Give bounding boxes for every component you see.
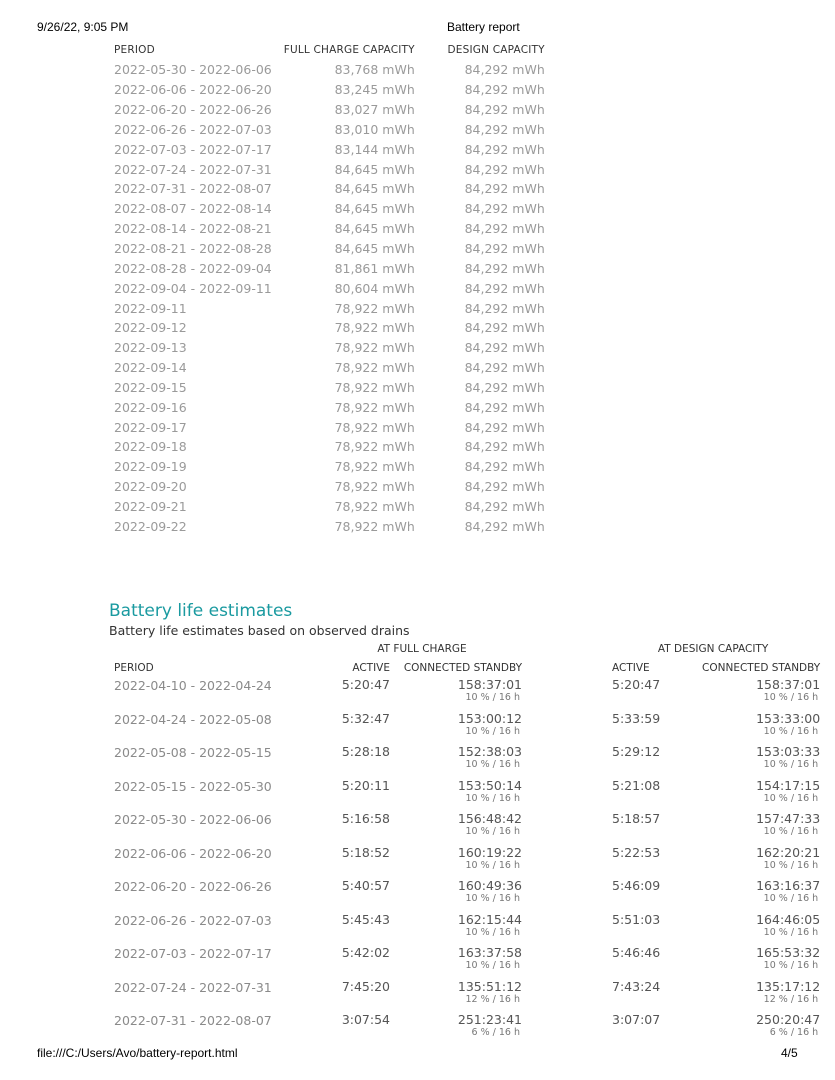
dc-standby-cell [666, 878, 826, 912]
fc-standby-value: 160:19:22 [457, 844, 522, 860]
dc-active-cell: 5:46:09 [612, 878, 661, 893]
dc-active-cell: 5:29:12 [612, 744, 661, 759]
dc-drain-rate: 10 % / 16 h [763, 926, 819, 938]
period-cell: 2022-06-06 - 2022-06-20 [114, 845, 272, 861]
full-charge-cell: 83,010 mWh [334, 121, 415, 137]
table-row [108, 60, 553, 80]
design-cell: 84,292 mWh [464, 241, 545, 257]
fc-drain-rate: 10 % / 16 h [465, 792, 520, 804]
dc-active-cell: 3:07:07 [612, 1012, 661, 1027]
full-charge-cell: 78,922 mWh [334, 498, 415, 514]
full-charge-cell: 78,922 mWh [334, 360, 415, 376]
fc-drain-rate: 10 % / 16 h [465, 826, 520, 837]
fc-drain-rate: 6 % / 16 h [471, 1027, 520, 1038]
fc-drain-rate: 10 % / 16 h [465, 725, 520, 737]
table-row [108, 778, 826, 812]
fc-drain-rate: 10 % / 16 h [465, 960, 520, 971]
fc-active-cell: 5:40:57 [341, 878, 390, 893]
dc-standby-value: 162:20:21 [756, 844, 821, 860]
table-row [108, 199, 553, 219]
print-datetime: 9/26/22, 9:05 PM [37, 20, 129, 34]
dc-drain-rate: 10 % / 16 h [763, 759, 819, 770]
table-row [108, 477, 553, 497]
table-row [108, 159, 553, 179]
period-cell: 2022-09-14 [114, 360, 187, 376]
fc-standby-cell [396, 677, 528, 711]
table-row [108, 811, 826, 845]
fc-active-cell: 5:32:47 [341, 710, 390, 726]
full-charge-cell: 81,861 mWh [334, 260, 415, 276]
section-title: Battery life estimates [109, 601, 293, 621]
period-cell: 2022-05-30 - 2022-06-06 [114, 812, 272, 827]
full-charge-cell: 78,922 mWh [334, 340, 415, 356]
dc-drain-rate: 10 % / 16 h [763, 692, 819, 703]
col-fc-active: ACTIVE [352, 661, 390, 674]
design-cell: 84,292 mWh [464, 399, 545, 415]
fc-active-cell: 5:45:43 [341, 911, 390, 927]
design-cell: 84,292 mWh [464, 62, 545, 78]
dc-standby-value: 135:17:12 [756, 978, 821, 994]
full-charge-cell: 83,027 mWh [334, 102, 415, 118]
fc-standby-cell [396, 979, 528, 1013]
period-cell: 2022-09-15 [114, 379, 187, 395]
full-charge-cell: 78,922 mWh [334, 300, 415, 316]
dc-standby-cell [666, 744, 826, 778]
fc-active-cell: 5:42:02 [341, 945, 390, 960]
full-charge-cell: 78,922 mWh [334, 320, 415, 336]
dc-standby-cell [666, 677, 826, 711]
design-cell: 84,292 mWh [464, 201, 545, 217]
design-cell: 84,292 mWh [464, 320, 545, 336]
period-cell: 2022-07-24 - 2022-07-31 [114, 979, 272, 995]
print-page-title: Battery report [447, 20, 520, 34]
fc-standby-cell [396, 711, 528, 745]
dc-active-cell: 5:20:47 [612, 677, 661, 692]
period-cell: 2022-09-17 [114, 419, 187, 435]
period-cell: 2022-08-07 - 2022-08-14 [114, 201, 272, 217]
fc-standby-value: 163:37:58 [457, 945, 522, 960]
table-row [108, 100, 553, 120]
design-cell: 84,292 mWh [464, 121, 545, 137]
full-charge-cell: 80,604 mWh [334, 280, 415, 296]
design-cell: 84,292 mWh [464, 141, 545, 157]
table-row [108, 497, 553, 517]
period-cell: 2022-09-22 [114, 518, 187, 534]
full-charge-cell: 78,922 mWh [334, 459, 415, 475]
design-cell: 84,292 mWh [464, 439, 545, 455]
design-cell: 84,292 mWh [464, 221, 545, 237]
table-row [108, 945, 826, 979]
dc-active-cell: 5:21:08 [612, 777, 661, 793]
period-cell: 2022-06-20 - 2022-06-26 [114, 102, 272, 118]
design-cell: 84,292 mWh [464, 459, 545, 475]
fc-active-cell: 5:20:47 [341, 677, 390, 692]
dc-standby-cell [666, 845, 826, 879]
col-period: PERIOD [114, 661, 154, 674]
fc-drain-rate: 10 % / 16 h [465, 759, 520, 770]
table-row [108, 744, 826, 778]
fc-standby-cell [396, 744, 528, 778]
design-cell: 84,292 mWh [464, 300, 545, 316]
fc-standby-cell [396, 945, 528, 979]
full-charge-cell: 78,922 mWh [334, 479, 415, 495]
dc-active-cell: 7:43:24 [612, 978, 661, 994]
table-row [108, 179, 553, 199]
full-charge-cell: 84,645 mWh [334, 161, 415, 177]
fc-standby-cell [396, 845, 528, 879]
period-cell: 2022-07-03 - 2022-07-17 [114, 946, 272, 961]
dc-drain-rate: 10 % / 16 h [763, 893, 819, 904]
period-cell: 2022-06-26 - 2022-07-03 [114, 121, 272, 137]
period-cell: 2022-07-31 - 2022-08-07 [114, 1013, 272, 1028]
group-header-row [108, 640, 826, 658]
fc-standby-value: 158:37:01 [457, 677, 522, 692]
table-row [108, 979, 826, 1013]
dc-standby-value: 165:53:32 [756, 945, 821, 960]
dc-standby-value: 163:16:37 [756, 878, 821, 893]
design-cell: 84,292 mWh [464, 379, 545, 395]
period-cell: 2022-05-08 - 2022-05-15 [114, 745, 272, 760]
fc-standby-value: 153:00:12 [457, 710, 522, 726]
fc-drain-rate: 10 % / 16 h [465, 926, 520, 938]
table-row [108, 1012, 826, 1046]
table-row [108, 258, 553, 278]
dc-standby-cell [666, 979, 826, 1013]
dc-standby-value: 153:33:00 [756, 710, 821, 726]
design-cell: 84,292 mWh [464, 82, 545, 98]
table-row [108, 338, 553, 358]
dc-drain-rate: 10 % / 16 h [763, 792, 819, 804]
full-charge-cell: 78,922 mWh [334, 399, 415, 415]
period-cell: 2022-06-06 - 2022-06-20 [114, 82, 272, 98]
fc-standby-cell [396, 912, 528, 946]
period-cell: 2022-04-10 - 2022-04-24 [114, 678, 272, 693]
design-cell: 84,292 mWh [464, 280, 545, 296]
col-period: PERIOD [114, 44, 155, 56]
period-cell: 2022-09-18 [114, 439, 187, 455]
dc-drain-rate: 10 % / 16 h [763, 859, 819, 871]
table-row [108, 711, 826, 745]
table-row [108, 397, 553, 417]
period-cell: 2022-09-12 [114, 320, 187, 336]
period-cell: 2022-06-20 - 2022-06-26 [114, 879, 272, 894]
full-charge-cell: 84,645 mWh [334, 181, 415, 197]
col-full-charge-capacity: FULL CHARGE CAPACITY [283, 44, 415, 56]
full-charge-cell: 78,922 mWh [334, 379, 415, 395]
fc-standby-cell [396, 778, 528, 812]
design-cell: 84,292 mWh [464, 479, 545, 495]
table-row [108, 378, 553, 398]
fc-standby-cell [396, 1012, 528, 1046]
period-cell: 2022-09-19 [114, 459, 187, 475]
design-cell: 84,292 mWh [464, 360, 545, 376]
full-charge-cell: 84,645 mWh [334, 201, 415, 217]
period-cell: 2022-09-16 [114, 399, 187, 415]
dc-standby-cell [666, 945, 826, 979]
table-row [108, 417, 553, 437]
table-row [108, 516, 553, 536]
fc-standby-value: 160:49:36 [457, 878, 522, 893]
table-row [108, 298, 553, 318]
fc-active-cell: 5:28:18 [341, 744, 390, 759]
design-cell: 84,292 mWh [464, 518, 545, 534]
full-charge-cell: 78,922 mWh [334, 419, 415, 435]
table-row [108, 219, 553, 239]
dc-active-cell: 5:33:59 [612, 710, 661, 726]
dc-standby-value: 157:47:33 [756, 811, 821, 826]
period-cell: 2022-08-14 - 2022-08-21 [114, 221, 272, 237]
fc-standby-value: 251:23:41 [457, 1012, 522, 1027]
col-fc-standby: CONNECTED STANDBY [403, 661, 522, 674]
dc-standby-cell [666, 711, 826, 745]
dc-standby-value: 158:37:01 [756, 677, 821, 692]
period-cell: 2022-09-11 [114, 300, 187, 316]
dc-drain-rate: 12 % / 16 h [763, 993, 819, 1005]
table-row [108, 912, 826, 946]
col-design-capacity: DESIGN CAPACITY [447, 44, 545, 56]
dc-standby-value: 250:20:47 [756, 1012, 821, 1027]
fc-active-cell: 5:16:58 [341, 811, 390, 826]
period-cell: 2022-09-04 - 2022-09-11 [114, 280, 272, 296]
dc-active-cell: 5:18:57 [612, 811, 661, 826]
fc-drain-rate: 10 % / 16 h [465, 859, 520, 871]
full-charge-cell: 78,922 mWh [334, 518, 415, 534]
period-cell: 2022-05-15 - 2022-05-30 [114, 778, 272, 794]
full-charge-cell: 83,144 mWh [334, 141, 415, 157]
design-cell: 84,292 mWh [464, 340, 545, 356]
full-charge-cell: 84,645 mWh [334, 221, 415, 237]
dc-drain-rate: 10 % / 16 h [763, 960, 819, 971]
period-cell: 2022-09-21 [114, 498, 187, 514]
dc-standby-cell [666, 811, 826, 845]
period-cell: 2022-06-26 - 2022-07-03 [114, 912, 272, 928]
table-row [108, 278, 553, 298]
table-row [108, 878, 826, 912]
period-cell: 2022-05-30 - 2022-06-06 [114, 62, 272, 78]
fc-drain-rate: 12 % / 16 h [465, 993, 520, 1005]
design-cell: 84,292 mWh [464, 419, 545, 435]
fc-standby-value: 162:15:44 [457, 911, 522, 927]
table-row [108, 677, 826, 711]
period-cell: 2022-09-13 [114, 340, 187, 356]
full-charge-cell: 83,768 mWh [334, 62, 415, 78]
table-row [108, 845, 826, 879]
fc-active-cell: 7:45:20 [341, 978, 390, 994]
dc-standby-value: 164:46:05 [756, 911, 821, 927]
dc-active-cell: 5:22:53 [612, 844, 661, 860]
group-design-capacity: AT DESIGN CAPACITY [657, 643, 769, 655]
design-cell: 84,292 mWh [464, 161, 545, 177]
dc-drain-rate: 6 % / 16 h [769, 1027, 819, 1038]
period-cell: 2022-08-21 - 2022-08-28 [114, 241, 272, 257]
full-charge-cell: 78,922 mWh [334, 439, 415, 455]
design-cell: 84,292 mWh [464, 102, 545, 118]
period-cell: 2022-08-28 - 2022-09-04 [114, 260, 272, 276]
section-subtitle: Battery life estimates based on observed drains [109, 623, 410, 638]
period-cell: 2022-07-24 - 2022-07-31 [114, 161, 272, 177]
dc-drain-rate: 10 % / 16 h [763, 826, 819, 837]
fc-standby-value: 135:51:12 [457, 978, 522, 994]
fc-active-cell: 5:20:11 [341, 777, 390, 793]
table-row [108, 80, 553, 100]
table-row [108, 457, 553, 477]
dc-drain-rate: 10 % / 16 h [763, 725, 819, 737]
fc-standby-value: 153:50:14 [457, 777, 522, 793]
design-cell: 84,292 mWh [464, 260, 545, 276]
group-full-charge: AT FULL CHARGE [377, 643, 467, 655]
fc-active-cell: 5:18:52 [341, 844, 390, 860]
dc-active-cell: 5:46:46 [612, 945, 661, 960]
fc-standby-cell [396, 811, 528, 845]
table-row [108, 139, 553, 159]
print-page-number: 4/5 [781, 1046, 798, 1060]
period-cell: 2022-09-20 [114, 479, 187, 495]
full-charge-cell: 83,245 mWh [334, 82, 415, 98]
table-row [108, 239, 553, 259]
capacity-header-row [108, 40, 553, 60]
period-cell: 2022-04-24 - 2022-05-08 [114, 711, 272, 727]
print-file-path: file:///C:/Users/Avo/battery-report.html [37, 1046, 238, 1060]
fc-drain-rate: 10 % / 16 h [465, 692, 520, 703]
fc-active-cell: 3:07:54 [341, 1012, 390, 1027]
full-charge-cell: 84,645 mWh [334, 241, 415, 257]
dc-standby-value: 154:17:15 [756, 777, 821, 793]
capacity-history-table [108, 40, 553, 536]
fc-standby-value: 152:38:03 [457, 744, 522, 759]
fc-standby-value: 156:48:42 [457, 811, 522, 826]
period-cell: 2022-07-31 - 2022-08-07 [114, 181, 272, 197]
table-row [108, 358, 553, 378]
dc-standby-cell [666, 912, 826, 946]
column-header-row [108, 658, 826, 677]
table-row [108, 437, 553, 457]
table-row [108, 120, 553, 140]
fc-drain-rate: 10 % / 16 h [465, 893, 520, 904]
dc-standby-cell [666, 1012, 826, 1046]
life-estimates-table [108, 640, 826, 1046]
design-cell: 84,292 mWh [464, 498, 545, 514]
dc-active-cell: 5:51:03 [612, 911, 661, 927]
col-dc-standby: CONNECTED STANDBY [702, 661, 821, 674]
design-cell: 84,292 mWh [464, 181, 545, 197]
table-row [108, 318, 553, 338]
dc-standby-value: 153:03:33 [756, 744, 821, 759]
dc-standby-cell [666, 778, 826, 812]
period-cell: 2022-07-03 - 2022-07-17 [114, 141, 272, 157]
fc-standby-cell [396, 878, 528, 912]
col-dc-active: ACTIVE [612, 661, 650, 674]
